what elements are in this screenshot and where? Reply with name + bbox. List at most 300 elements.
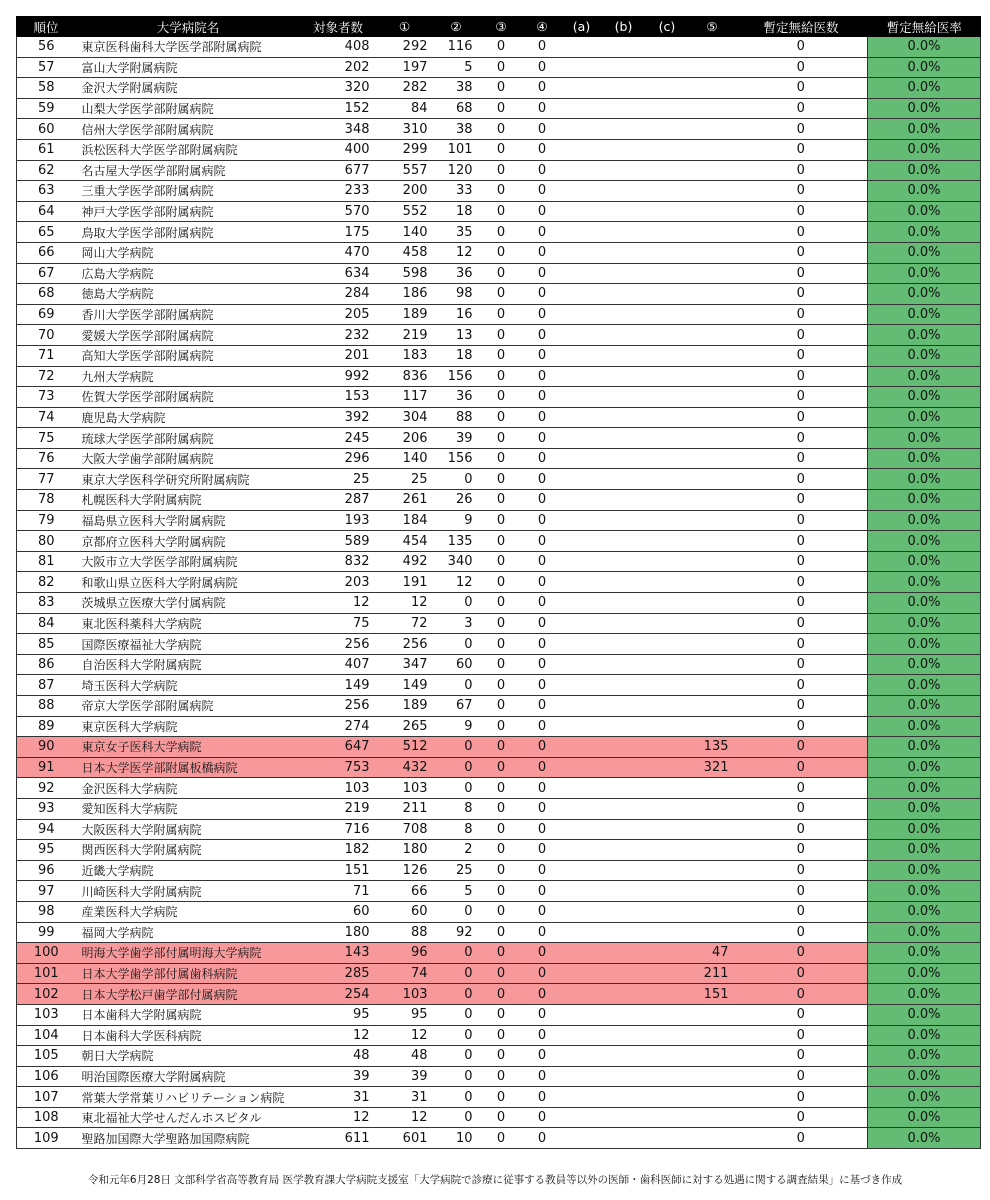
cell-col-a <box>561 284 603 305</box>
cell-col-a <box>561 675 603 696</box>
table-row <box>17 757 981 778</box>
cell-col-4: 0 <box>524 572 561 593</box>
cell-col-5 <box>690 860 735 881</box>
cell-col-c <box>645 325 690 346</box>
cell-col-1: 492 <box>376 551 434 572</box>
cell-target-count: 832 <box>301 551 376 572</box>
cell-col-3: 0 <box>479 160 524 181</box>
cell-unpaid-count: 0 <box>735 613 868 634</box>
cell-rank: 100 <box>17 943 76 964</box>
cell-unpaid-rate: 0.0% <box>868 593 981 614</box>
cell-unpaid-rate: 0.0% <box>868 922 981 943</box>
cell-col-1: 219 <box>376 325 434 346</box>
cell-target-count: 570 <box>301 201 376 222</box>
header-rank: 順位 <box>17 16 76 37</box>
cell-col-b <box>603 407 645 428</box>
cell-unpaid-count: 0 <box>735 901 868 922</box>
table-row <box>17 798 981 819</box>
cell-col-a <box>561 119 603 140</box>
cell-col-c <box>645 490 690 511</box>
cell-col-1: 140 <box>376 222 434 243</box>
cell-col-b <box>603 922 645 943</box>
cell-col-c <box>645 242 690 263</box>
cell-col-4: 0 <box>524 860 561 881</box>
cell-target-count: 31 <box>301 1087 376 1108</box>
cell-col-b <box>603 201 645 222</box>
cell-rank: 94 <box>17 819 76 840</box>
cell-col-b <box>603 613 645 634</box>
header-col-a: (a) <box>561 16 603 37</box>
cell-col-a <box>561 593 603 614</box>
cell-col-5 <box>690 716 735 737</box>
cell-unpaid-count: 0 <box>735 1128 868 1149</box>
table-row <box>17 428 981 449</box>
cell-col-2: 0 <box>434 634 479 655</box>
cell-col-3: 0 <box>479 1087 524 1108</box>
cell-unpaid-rate: 0.0% <box>868 345 981 366</box>
cell-col-a <box>561 37 603 57</box>
cell-col-a <box>561 860 603 881</box>
cell-col-4: 0 <box>524 757 561 778</box>
cell-col-3: 0 <box>479 304 524 325</box>
cell-unpaid-rate: 0.0% <box>868 242 981 263</box>
cell-col-c <box>645 984 690 1005</box>
cell-col-1: 261 <box>376 490 434 511</box>
cell-col-c <box>645 778 690 799</box>
cell-col-a <box>561 1046 603 1067</box>
cell-col-b <box>603 778 645 799</box>
cell-hospital-name: 岡山大学病院 <box>76 242 301 263</box>
cell-unpaid-count: 0 <box>735 387 868 408</box>
cell-col-c <box>645 37 690 57</box>
cell-rank: 67 <box>17 263 76 284</box>
cell-unpaid-count: 0 <box>735 490 868 511</box>
cell-hospital-name: 九州大学病院 <box>76 366 301 387</box>
cell-unpaid-count: 0 <box>735 37 868 57</box>
cell-col-5 <box>690 345 735 366</box>
cell-col-3: 0 <box>479 551 524 572</box>
cell-col-a <box>561 387 603 408</box>
cell-rank: 59 <box>17 98 76 119</box>
cell-hospital-name: 信州大学医学部附属病院 <box>76 119 301 140</box>
cell-target-count: 182 <box>301 840 376 861</box>
table-row <box>17 366 981 387</box>
cell-col-4: 0 <box>524 531 561 552</box>
cell-col-1: 12 <box>376 1107 434 1128</box>
cell-rank: 91 <box>17 757 76 778</box>
cell-col-2: 98 <box>434 284 479 305</box>
cell-col-1: 557 <box>376 160 434 181</box>
header-col-b: (b) <box>603 16 645 37</box>
table-row <box>17 304 981 325</box>
cell-unpaid-count: 0 <box>735 263 868 284</box>
cell-hospital-name: 広島大学病院 <box>76 263 301 284</box>
cell-target-count: 219 <box>301 798 376 819</box>
cell-rank: 90 <box>17 737 76 758</box>
cell-rank: 65 <box>17 222 76 243</box>
cell-unpaid-count: 0 <box>735 304 868 325</box>
cell-rank: 92 <box>17 778 76 799</box>
cell-unpaid-rate: 0.0% <box>868 263 981 284</box>
cell-col-2: 39 <box>434 428 479 449</box>
cell-target-count: 296 <box>301 448 376 469</box>
cell-hospital-name: 鳥取大学医学部附属病院 <box>76 222 301 243</box>
cell-col-5 <box>690 469 735 490</box>
cell-rank: 76 <box>17 448 76 469</box>
cell-col-c <box>645 963 690 984</box>
cell-rank: 72 <box>17 366 76 387</box>
cell-unpaid-count: 0 <box>735 57 868 78</box>
cell-rank: 80 <box>17 531 76 552</box>
cell-rank: 103 <box>17 1004 76 1025</box>
hospital-unpaid-doctors-table <box>16 16 981 1149</box>
cell-target-count: 203 <box>301 572 376 593</box>
cell-unpaid-count: 0 <box>735 881 868 902</box>
cell-col-2: 0 <box>434 1107 479 1128</box>
cell-col-c <box>645 387 690 408</box>
cell-rank: 69 <box>17 304 76 325</box>
cell-col-b <box>603 1107 645 1128</box>
cell-col-3: 0 <box>479 1046 524 1067</box>
cell-unpaid-count: 0 <box>735 1087 868 1108</box>
cell-rank: 105 <box>17 1046 76 1067</box>
table-row <box>17 201 981 222</box>
cell-col-2: 0 <box>434 984 479 1005</box>
cell-col-a <box>561 572 603 593</box>
cell-unpaid-rate: 0.0% <box>868 757 981 778</box>
cell-rank: 102 <box>17 984 76 1005</box>
cell-col-5 <box>690 325 735 346</box>
cell-col-4: 0 <box>524 57 561 78</box>
cell-col-3: 0 <box>479 737 524 758</box>
cell-unpaid-count: 0 <box>735 984 868 1005</box>
cell-rank: 95 <box>17 840 76 861</box>
cell-hospital-name: 高知大学医学部附属病院 <box>76 345 301 366</box>
header-unpaid-count: 暫定無給医数 <box>735 16 868 37</box>
cell-target-count: 25 <box>301 469 376 490</box>
cell-hospital-name: 常葉大学常葉リハビリテーション病院 <box>76 1087 301 1108</box>
cell-col-1: 72 <box>376 613 434 634</box>
cell-hospital-name: 香川大学医学部附属病院 <box>76 304 301 325</box>
cell-col-c <box>645 119 690 140</box>
cell-col-2: 0 <box>434 901 479 922</box>
cell-hospital-name: 川崎医科大学附属病院 <box>76 881 301 902</box>
cell-col-3: 0 <box>479 860 524 881</box>
cell-target-count: 175 <box>301 222 376 243</box>
cell-col-1: 183 <box>376 345 434 366</box>
cell-col-3: 0 <box>479 119 524 140</box>
cell-col-4: 0 <box>524 407 561 428</box>
cell-unpaid-rate: 0.0% <box>868 366 981 387</box>
cell-col-2: 8 <box>434 819 479 840</box>
cell-col-5: 151 <box>690 984 735 1005</box>
cell-col-5 <box>690 242 735 263</box>
cell-col-a <box>561 984 603 1005</box>
cell-col-b <box>603 490 645 511</box>
cell-unpaid-count: 0 <box>735 366 868 387</box>
cell-rank: 70 <box>17 325 76 346</box>
cell-col-4: 0 <box>524 696 561 717</box>
cell-target-count: 60 <box>301 901 376 922</box>
cell-col-a <box>561 634 603 655</box>
cell-col-3: 0 <box>479 1025 524 1046</box>
cell-col-5 <box>690 263 735 284</box>
table-row <box>17 1025 981 1046</box>
cell-col-c <box>645 284 690 305</box>
table-row <box>17 696 981 717</box>
cell-col-b <box>603 366 645 387</box>
cell-col-a <box>561 469 603 490</box>
cell-target-count: 232 <box>301 325 376 346</box>
cell-unpaid-count: 0 <box>735 551 868 572</box>
cell-col-3: 0 <box>479 778 524 799</box>
cell-unpaid-count: 0 <box>735 119 868 140</box>
cell-hospital-name: 国際医療福祉大学病院 <box>76 634 301 655</box>
cell-col-a <box>561 840 603 861</box>
cell-unpaid-count: 0 <box>735 634 868 655</box>
cell-rank: 75 <box>17 428 76 449</box>
cell-col-3: 0 <box>479 222 524 243</box>
cell-col-2: 0 <box>434 1004 479 1025</box>
cell-col-a <box>561 78 603 99</box>
cell-col-4: 0 <box>524 1004 561 1025</box>
header-row <box>17 16 981 37</box>
cell-unpaid-count: 0 <box>735 78 868 99</box>
table-row <box>17 242 981 263</box>
cell-rank: 86 <box>17 654 76 675</box>
cell-col-1: 31 <box>376 1087 434 1108</box>
cell-hospital-name: 金沢医科大学病院 <box>76 778 301 799</box>
cell-col-a <box>561 57 603 78</box>
cell-col-2: 92 <box>434 922 479 943</box>
cell-col-5 <box>690 407 735 428</box>
cell-rank: 107 <box>17 1087 76 1108</box>
cell-col-b <box>603 1128 645 1149</box>
cell-hospital-name: 金沢大学附属病院 <box>76 78 301 99</box>
cell-col-a <box>561 181 603 202</box>
cell-col-5 <box>690 139 735 160</box>
cell-col-b <box>603 222 645 243</box>
cell-unpaid-rate: 0.0% <box>868 984 981 1005</box>
cell-hospital-name: 茨城県立医療大学付属病院 <box>76 593 301 614</box>
cell-col-1: 189 <box>376 304 434 325</box>
table-row <box>17 57 981 78</box>
cell-col-4: 0 <box>524 181 561 202</box>
cell-col-c <box>645 222 690 243</box>
table-row <box>17 675 981 696</box>
cell-rank: 62 <box>17 160 76 181</box>
cell-col-3: 0 <box>479 901 524 922</box>
cell-hospital-name: 大阪大学歯学部附属病院 <box>76 448 301 469</box>
cell-target-count: 400 <box>301 139 376 160</box>
cell-unpaid-rate: 0.0% <box>868 901 981 922</box>
cell-col-c <box>645 737 690 758</box>
cell-unpaid-rate: 0.0% <box>868 284 981 305</box>
cell-col-a <box>561 654 603 675</box>
cell-unpaid-count: 0 <box>735 593 868 614</box>
cell-col-2: 9 <box>434 716 479 737</box>
cell-col-c <box>645 819 690 840</box>
cell-col-1: 191 <box>376 572 434 593</box>
cell-target-count: 753 <box>301 757 376 778</box>
cell-col-2: 0 <box>434 943 479 964</box>
cell-rank: 97 <box>17 881 76 902</box>
cell-col-c <box>645 593 690 614</box>
table-row <box>17 984 981 1005</box>
cell-col-b <box>603 860 645 881</box>
cell-target-count: 180 <box>301 922 376 943</box>
cell-target-count: 284 <box>301 284 376 305</box>
cell-rank: 78 <box>17 490 76 511</box>
cell-unpaid-rate: 0.0% <box>868 943 981 964</box>
cell-col-5 <box>690 201 735 222</box>
cell-col-b <box>603 819 645 840</box>
cell-unpaid-count: 0 <box>735 428 868 449</box>
cell-col-2: 116 <box>434 37 479 57</box>
cell-col-c <box>645 1107 690 1128</box>
cell-col-4: 0 <box>524 1046 561 1067</box>
cell-unpaid-rate: 0.0% <box>868 304 981 325</box>
cell-col-b <box>603 119 645 140</box>
cell-col-5 <box>690 490 735 511</box>
cell-col-3: 0 <box>479 181 524 202</box>
cell-col-1: 84 <box>376 98 434 119</box>
cell-col-c <box>645 675 690 696</box>
cell-col-2: 0 <box>434 737 479 758</box>
cell-col-1: 432 <box>376 757 434 778</box>
table-row <box>17 654 981 675</box>
header-col-3: ③ <box>479 16 524 37</box>
table-row <box>17 119 981 140</box>
cell-col-b <box>603 325 645 346</box>
cell-col-a <box>561 1107 603 1128</box>
cell-target-count: 143 <box>301 943 376 964</box>
cell-col-3: 0 <box>479 139 524 160</box>
cell-rank: 79 <box>17 510 76 531</box>
cell-col-1: 60 <box>376 901 434 922</box>
cell-col-b <box>603 1087 645 1108</box>
cell-col-a <box>561 428 603 449</box>
cell-col-2: 0 <box>434 593 479 614</box>
cell-col-2: 0 <box>434 469 479 490</box>
cell-col-b <box>603 593 645 614</box>
cell-unpaid-count: 0 <box>735 696 868 717</box>
cell-col-3: 0 <box>479 490 524 511</box>
cell-col-c <box>645 1004 690 1025</box>
cell-target-count: 716 <box>301 819 376 840</box>
cell-col-c <box>645 757 690 778</box>
cell-col-a <box>561 510 603 531</box>
cell-col-1: 180 <box>376 840 434 861</box>
cell-col-5 <box>690 901 735 922</box>
cell-col-a <box>561 201 603 222</box>
cell-col-c <box>645 304 690 325</box>
cell-hospital-name: 東京医科歯科大学医学部附属病院 <box>76 37 301 57</box>
cell-col-5 <box>690 551 735 572</box>
cell-col-3: 0 <box>479 263 524 284</box>
cell-target-count: 12 <box>301 1107 376 1128</box>
cell-col-b <box>603 139 645 160</box>
cell-col-5 <box>690 572 735 593</box>
cell-unpaid-count: 0 <box>735 139 868 160</box>
cell-col-1: 304 <box>376 407 434 428</box>
cell-hospital-name: 朝日大学病院 <box>76 1046 301 1067</box>
cell-col-4: 0 <box>524 490 561 511</box>
cell-col-4: 0 <box>524 819 561 840</box>
cell-unpaid-count: 0 <box>735 716 868 737</box>
table-row <box>17 37 981 57</box>
cell-target-count: 12 <box>301 1025 376 1046</box>
cell-col-4: 0 <box>524 284 561 305</box>
cell-col-b <box>603 901 645 922</box>
cell-col-c <box>645 139 690 160</box>
cell-target-count: 71 <box>301 881 376 902</box>
cell-col-2: 156 <box>434 448 479 469</box>
cell-rank: 87 <box>17 675 76 696</box>
cell-col-b <box>603 634 645 655</box>
cell-col-b <box>603 881 645 902</box>
cell-col-4: 0 <box>524 881 561 902</box>
cell-col-1: 601 <box>376 1128 434 1149</box>
cell-unpaid-count: 0 <box>735 510 868 531</box>
table-row <box>17 531 981 552</box>
cell-col-a <box>561 1066 603 1087</box>
cell-col-3: 0 <box>479 1004 524 1025</box>
cell-unpaid-rate: 0.0% <box>868 1107 981 1128</box>
cell-unpaid-rate: 0.0% <box>868 551 981 572</box>
cell-col-5 <box>690 428 735 449</box>
cell-unpaid-count: 0 <box>735 860 868 881</box>
cell-col-3: 0 <box>479 819 524 840</box>
cell-col-5 <box>690 778 735 799</box>
cell-col-4: 0 <box>524 119 561 140</box>
cell-col-a <box>561 922 603 943</box>
cell-col-3: 0 <box>479 922 524 943</box>
cell-col-4: 0 <box>524 366 561 387</box>
cell-col-3: 0 <box>479 593 524 614</box>
cell-col-1: 265 <box>376 716 434 737</box>
table-row <box>17 634 981 655</box>
cell-col-3: 0 <box>479 387 524 408</box>
cell-target-count: 392 <box>301 407 376 428</box>
cell-col-1: 512 <box>376 737 434 758</box>
cell-col-5 <box>690 675 735 696</box>
cell-col-4: 0 <box>524 139 561 160</box>
cell-col-4: 0 <box>524 510 561 531</box>
cell-col-a <box>561 551 603 572</box>
cell-col-2: 5 <box>434 881 479 902</box>
cell-hospital-name: 日本大学松戸歯学部付属病院 <box>76 984 301 1005</box>
cell-col-5: 47 <box>690 943 735 964</box>
cell-target-count: 254 <box>301 984 376 1005</box>
table-row <box>17 860 981 881</box>
cell-col-a <box>561 407 603 428</box>
cell-col-c <box>645 798 690 819</box>
cell-unpaid-rate: 0.0% <box>868 119 981 140</box>
cell-col-1: 39 <box>376 1066 434 1087</box>
cell-unpaid-count: 0 <box>735 181 868 202</box>
cell-hospital-name: 明海大学歯学部付属明海大学病院 <box>76 943 301 964</box>
cell-unpaid-count: 0 <box>735 531 868 552</box>
cell-unpaid-count: 0 <box>735 345 868 366</box>
cell-unpaid-rate: 0.0% <box>868 98 981 119</box>
cell-col-2: 120 <box>434 160 479 181</box>
cell-col-3: 0 <box>479 78 524 99</box>
cell-target-count: 274 <box>301 716 376 737</box>
cell-target-count: 256 <box>301 634 376 655</box>
cell-hospital-name: 福島県立医科大学附属病院 <box>76 510 301 531</box>
cell-hospital-name: 埼玉医科大学病院 <box>76 675 301 696</box>
